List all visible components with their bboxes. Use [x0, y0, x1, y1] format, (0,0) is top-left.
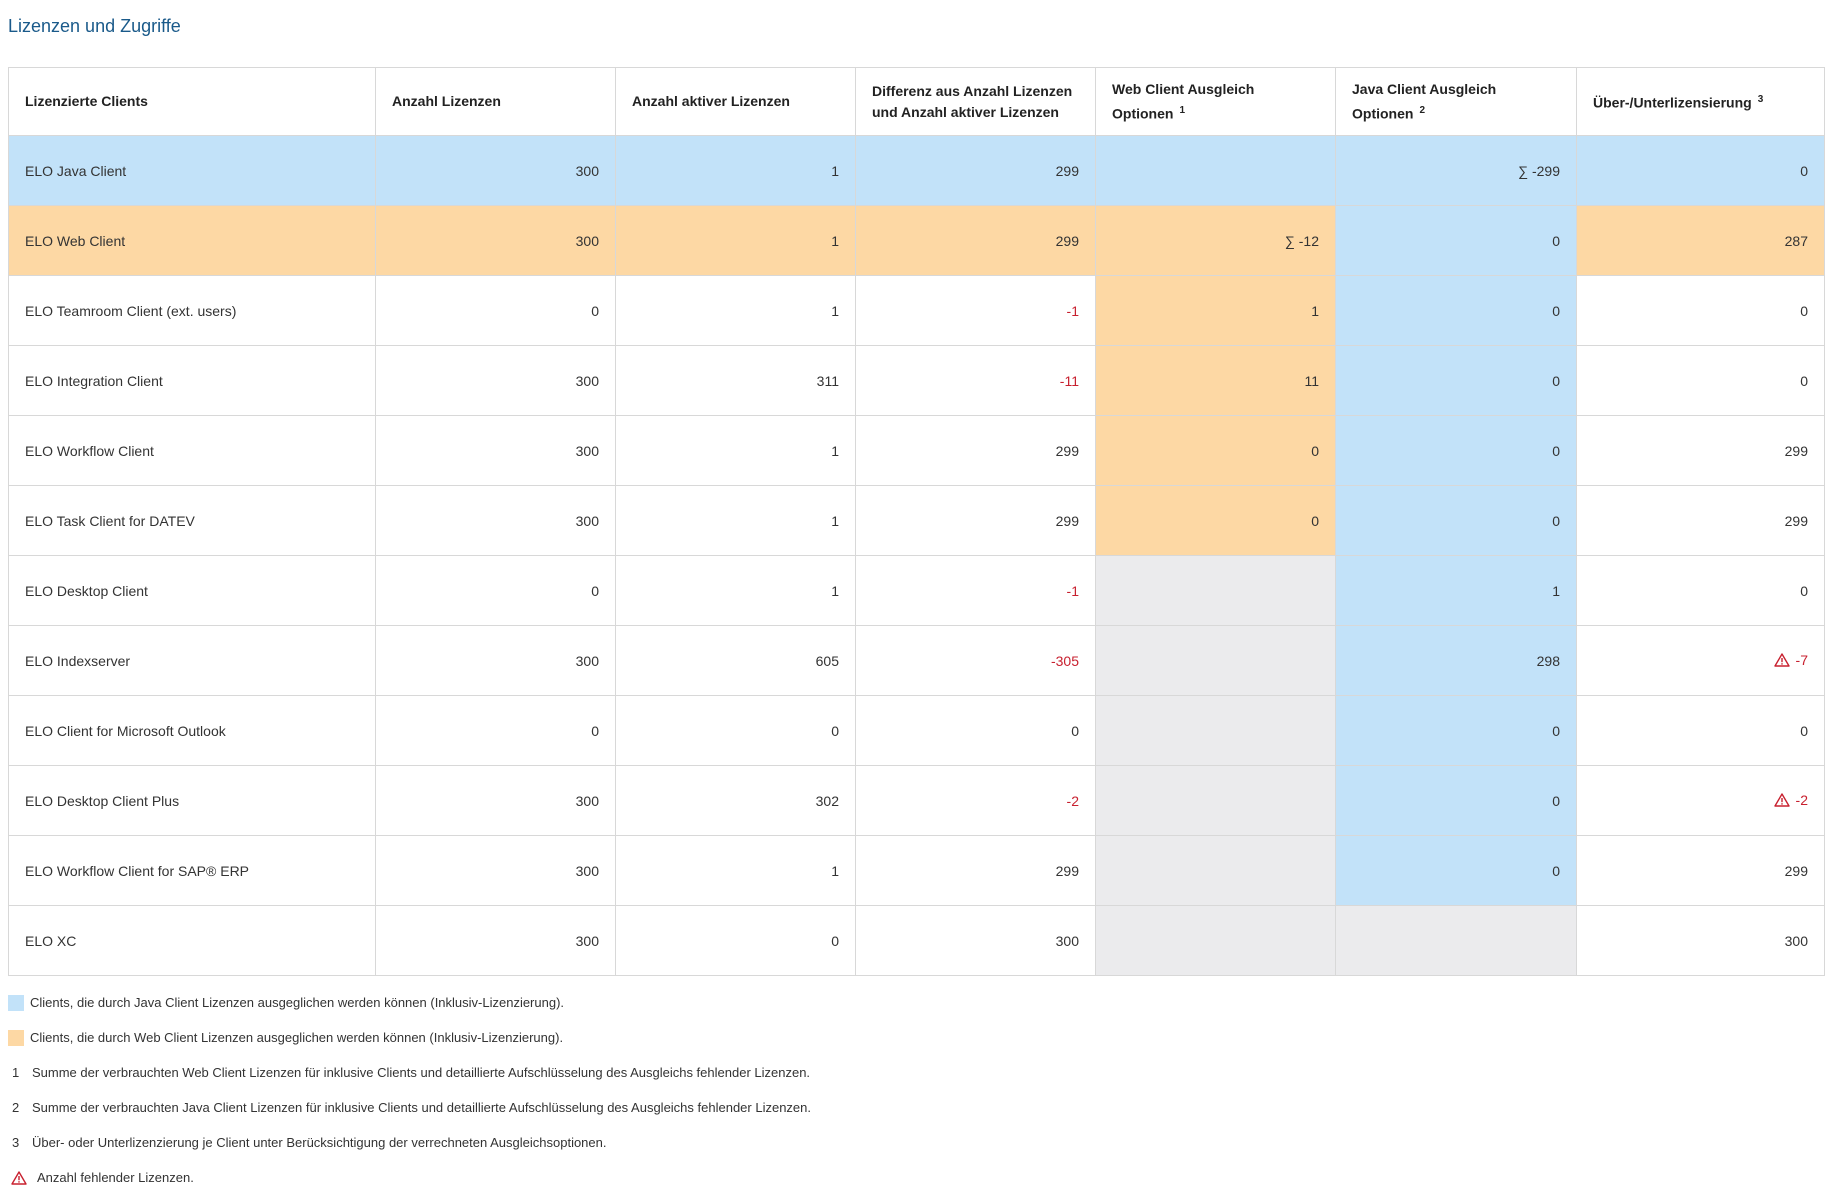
- cell-differenz: [856, 346, 1096, 416]
- cell-differenz: [856, 906, 1096, 976]
- value-text: 0: [1552, 372, 1560, 389]
- value-text: 299: [1784, 512, 1808, 529]
- legend-warning-text: Anzahl fehlender Lizenzen.: [37, 1170, 194, 1185]
- value-text: ELO Task Client for DATEV: [25, 512, 195, 529]
- header-label: Web Client Ausgleich Optionen: [1112, 80, 1255, 122]
- value-text: 605: [815, 652, 839, 669]
- value-text: 0: [1800, 582, 1808, 599]
- cell-anzahl-lizenzen: [376, 276, 616, 346]
- warning-value: [1774, 652, 1808, 668]
- value-text: 11: [1304, 372, 1319, 389]
- table-row: [9, 626, 1825, 696]
- cell-ueber-unter: [1577, 906, 1825, 976]
- value-text: 299: [1055, 232, 1079, 249]
- cell-ueber-unter: [1577, 556, 1825, 626]
- value-text: 300: [575, 232, 599, 249]
- value-text: ∑ -12: [1284, 232, 1319, 249]
- value-text: 0: [1071, 722, 1079, 739]
- cell-differenz: [856, 276, 1096, 346]
- cell-aktive-lizenzen: [616, 696, 856, 766]
- value-text: 0: [1311, 442, 1319, 459]
- value-text: 1: [831, 442, 839, 459]
- legend-web-text: Clients, die durch Web Client Lizenzen ausgeglichen werden können (Inklusiv-Lizenzierung).: [30, 1030, 564, 1045]
- value-text: 300: [575, 652, 599, 669]
- value-text: 1: [1311, 302, 1319, 319]
- value-text: 300: [575, 932, 599, 949]
- cell-aktive-lizenzen: [616, 416, 856, 486]
- warning-icon: [1774, 653, 1790, 667]
- value-text: 300: [575, 162, 599, 179]
- cell-differenz: [856, 696, 1096, 766]
- value-text: -305: [1050, 652, 1079, 669]
- value-text: 300: [1055, 932, 1079, 949]
- cell-ueber-unter: [1577, 486, 1825, 556]
- cell-java-ausgleich: [1336, 906, 1577, 976]
- value-text: -1: [1066, 302, 1079, 319]
- cell-anzahl-lizenzen: [376, 346, 616, 416]
- cell-ueber-unter: [1577, 766, 1825, 836]
- value-text: 0: [831, 932, 839, 949]
- cell-differenz: [856, 416, 1096, 486]
- value-text: 0: [1552, 512, 1560, 529]
- footnote-marker: 2: [1419, 104, 1425, 116]
- value-text: 0: [831, 722, 839, 739]
- cell-ueber-unter: [1577, 346, 1825, 416]
- cell-aktive-lizenzen: [616, 206, 856, 276]
- note-number: 2: [12, 1100, 20, 1115]
- value-text: 0: [1800, 722, 1808, 739]
- table-row: [9, 346, 1825, 416]
- value-text: 0: [1552, 442, 1560, 459]
- cell-java-ausgleich: [1336, 136, 1577, 206]
- cell-ueber-unter: [1577, 206, 1825, 276]
- value-text: 1: [1552, 582, 1560, 599]
- footnote-marker: 1: [1179, 104, 1185, 116]
- cell-web-ausgleich: [1096, 766, 1336, 836]
- header-label: Differenz aus Anzahl Lizenzen und Anzahl aktiver Lizenzen: [872, 82, 1073, 120]
- table-row: [9, 486, 1825, 556]
- note-number: 3: [12, 1135, 20, 1150]
- cell-aktive-lizenzen: [616, 346, 856, 416]
- value-text: 1: [831, 162, 839, 179]
- cell-web-ausgleich: [1096, 346, 1336, 416]
- table-row: [9, 556, 1825, 626]
- note-text: Summe der verbrauchten Web Client Lizenzen für inklusive Clients und detaillierte Aufschlüsselung des Ausgleichs fehlender Lizenzen.: [32, 1065, 811, 1080]
- legend-note-1: [8, 1055, 811, 1090]
- value-text: 300: [575, 372, 599, 389]
- header-web-client-ausgleich: [1096, 68, 1336, 136]
- cell-web-ausgleich: [1096, 486, 1336, 556]
- cell-java-ausgleich: [1336, 696, 1577, 766]
- value-text: 300: [575, 862, 599, 879]
- value-text: 300: [575, 512, 599, 529]
- cell-web-ausgleich: [1096, 136, 1336, 206]
- value-text: 0: [591, 302, 599, 319]
- table-body: [9, 136, 1825, 976]
- cell-java-ausgleich: [1336, 836, 1577, 906]
- cell-java-ausgleich: [1336, 626, 1577, 696]
- table-row: [9, 206, 1825, 276]
- warning-value: [1774, 792, 1808, 808]
- value-text: 0: [591, 722, 599, 739]
- cell-differenz: [856, 836, 1096, 906]
- cell-differenz: [856, 626, 1096, 696]
- cell-java-ausgleich: [1336, 486, 1577, 556]
- cell-ueber-unter: [1577, 626, 1825, 696]
- cell-client-name: [9, 416, 376, 486]
- cell-aktive-lizenzen: [616, 766, 856, 836]
- cell-web-ausgleich: [1096, 206, 1336, 276]
- cell-client-name: [9, 486, 376, 556]
- cell-anzahl-lizenzen: [376, 626, 616, 696]
- legend-java-text: Clients, die durch Java Client Lizenzen ausgeglichen werden können (Inklusiv-Lizenzierung).: [30, 995, 565, 1010]
- cell-anzahl-lizenzen: [376, 206, 616, 276]
- cell-java-ausgleich: [1336, 556, 1577, 626]
- value-text: ELO Desktop Client Plus: [25, 792, 180, 809]
- cell-java-ausgleich: [1336, 766, 1577, 836]
- cell-client-name: [9, 136, 376, 206]
- table-row: [9, 276, 1825, 346]
- cell-web-ausgleich: [1096, 626, 1336, 696]
- value-text: ELO Desktop Client: [25, 582, 148, 599]
- cell-web-ausgleich: [1096, 556, 1336, 626]
- value-text: 1: [831, 512, 839, 529]
- header-differenz: [856, 68, 1096, 136]
- header-anzahl-aktiver-lizenzen: [616, 68, 856, 136]
- cell-aktive-lizenzen: [616, 626, 856, 696]
- cell-client-name: [9, 276, 376, 346]
- cell-java-ausgleich: [1336, 346, 1577, 416]
- cell-java-ausgleich: [1336, 416, 1577, 486]
- java-swatch: [8, 995, 24, 1011]
- value-text: -2: [1795, 791, 1808, 808]
- value-text: 1: [831, 582, 839, 599]
- value-text: ELO Workflow Client for SAP® ERP: [25, 862, 250, 879]
- table-header-row: [9, 68, 1825, 136]
- header-label: Anzahl Lizenzen: [392, 93, 501, 109]
- note-text: Summe der verbrauchten Java Client Lizenzen für inklusive Clients und detaillierte Aufschlüsselung des Ausgleichs fehlender Lizenzen.: [32, 1100, 811, 1115]
- cell-client-name: [9, 346, 376, 416]
- legend: [8, 985, 811, 1195]
- value-text: 300: [575, 792, 599, 809]
- cell-anzahl-lizenzen: [376, 416, 616, 486]
- cell-aktive-lizenzen: [616, 906, 856, 976]
- header-anzahl-lizenzen: [376, 68, 616, 136]
- value-text: ∑ -299: [1518, 162, 1560, 179]
- value-text: 0: [591, 582, 599, 599]
- header-ueber-unterlizensierung: [1577, 68, 1825, 136]
- cell-aktive-lizenzen: [616, 556, 856, 626]
- value-text: 0: [1552, 792, 1560, 809]
- value-text: 300: [575, 442, 599, 459]
- value-text: -2: [1066, 792, 1079, 809]
- value-text: 302: [815, 792, 839, 809]
- note-text: Über- oder Unterlizenzierung je Client unter Berücksichtigung der verrechneten Ausgleichsoptionen.: [32, 1135, 607, 1150]
- cell-ueber-unter: [1577, 136, 1825, 206]
- table-row: [9, 136, 1825, 206]
- value-text: 0: [1552, 232, 1560, 249]
- value-text: 299: [1055, 862, 1079, 879]
- value-text: 0: [1552, 722, 1560, 739]
- value-text: 299: [1784, 442, 1808, 459]
- cell-ueber-unter: [1577, 696, 1825, 766]
- value-text: -7: [1795, 651, 1808, 668]
- cell-web-ausgleich: [1096, 276, 1336, 346]
- value-text: ELO Indexserver: [25, 652, 131, 669]
- value-text: ELO Teamroom Client (ext. users): [25, 302, 237, 319]
- value-text: 299: [1055, 442, 1079, 459]
- cell-aktive-lizenzen: [616, 276, 856, 346]
- legend-java: [8, 985, 811, 1020]
- table-row: [9, 696, 1825, 766]
- cell-java-ausgleich: [1336, 276, 1577, 346]
- value-text: 0: [1800, 162, 1808, 179]
- cell-aktive-lizenzen: [616, 836, 856, 906]
- cell-web-ausgleich: [1096, 906, 1336, 976]
- value-text: 0: [1800, 372, 1808, 389]
- value-text: 300: [1784, 932, 1808, 949]
- header-lizenzierte-clients: [9, 68, 376, 136]
- warning-icon: [11, 1171, 27, 1185]
- legend-note-2: [8, 1090, 811, 1125]
- value-text: -1: [1066, 582, 1079, 599]
- cell-ueber-unter: [1577, 276, 1825, 346]
- value-text: ELO XC: [25, 932, 77, 949]
- value-text: 0: [1552, 862, 1560, 879]
- value-text: ELO Workflow Client: [25, 442, 154, 459]
- cell-anzahl-lizenzen: [376, 766, 616, 836]
- value-text: 0: [1800, 302, 1808, 319]
- cell-differenz: [856, 486, 1096, 556]
- value-text: 1: [831, 862, 839, 879]
- cell-client-name: [9, 696, 376, 766]
- value-text: 1: [831, 302, 839, 319]
- cell-differenz: [856, 136, 1096, 206]
- value-text: ELO Integration Client: [25, 372, 163, 389]
- legend-web: [8, 1020, 811, 1055]
- cell-web-ausgleich: [1096, 416, 1336, 486]
- cell-ueber-unter: [1577, 416, 1825, 486]
- cell-client-name: [9, 906, 376, 976]
- cell-differenz: [856, 206, 1096, 276]
- note-number: 1: [12, 1065, 20, 1080]
- value-text: 1: [831, 232, 839, 249]
- cell-ueber-unter: [1577, 836, 1825, 906]
- table-row: [9, 836, 1825, 906]
- value-text: 311: [816, 372, 839, 389]
- cell-anzahl-lizenzen: [376, 486, 616, 556]
- value-text: 0: [1552, 302, 1560, 319]
- header-label: Lizenzierte Clients: [25, 93, 148, 109]
- value-text: 287: [1784, 232, 1808, 249]
- cell-aktive-lizenzen: [616, 136, 856, 206]
- header-label: Über-/Unterlizensierung: [1593, 94, 1752, 111]
- cell-anzahl-lizenzen: [376, 906, 616, 976]
- cell-client-name: [9, 766, 376, 836]
- value-text: 299: [1055, 162, 1079, 179]
- cell-anzahl-lizenzen: [376, 136, 616, 206]
- value-text: -11: [1059, 372, 1079, 389]
- cell-aktive-lizenzen: [616, 486, 856, 556]
- cell-java-ausgleich: [1336, 206, 1577, 276]
- value-text: 299: [1784, 862, 1808, 879]
- header-java-client-ausgleich: [1336, 68, 1577, 136]
- cell-client-name: [9, 836, 376, 906]
- cell-web-ausgleich: [1096, 836, 1336, 906]
- legend-note-3: [8, 1125, 811, 1160]
- web-swatch: [8, 1030, 24, 1046]
- cell-anzahl-lizenzen: [376, 836, 616, 906]
- value-text: ELO Web Client: [25, 232, 126, 249]
- header-label: Anzahl aktiver Lizenzen: [632, 93, 790, 109]
- legend-warning: [8, 1160, 811, 1195]
- cell-anzahl-lizenzen: [376, 556, 616, 626]
- table-row: [9, 766, 1825, 836]
- cell-client-name: [9, 206, 376, 276]
- cell-client-name: [9, 626, 376, 696]
- value-text: 0: [1311, 512, 1319, 529]
- table-row: [9, 906, 1825, 976]
- cell-differenz: [856, 556, 1096, 626]
- cell-client-name: [9, 556, 376, 626]
- cell-web-ausgleich: [1096, 696, 1336, 766]
- header-label: Java Client Ausgleich Optionen: [1352, 80, 1497, 122]
- table-row: [9, 416, 1825, 486]
- value-text: 298: [1536, 652, 1560, 669]
- value-text: ELO Java Client: [25, 162, 127, 179]
- value-text: 299: [1055, 512, 1079, 529]
- license-table: [8, 67, 1825, 976]
- footnote-marker: 3: [1757, 94, 1764, 106]
- cell-anzahl-lizenzen: [376, 696, 616, 766]
- value-text: ELO Client for Microsoft Outlook: [25, 722, 226, 739]
- page-title: Lizenzen und Zugriffe: [8, 16, 181, 36]
- cell-differenz: [856, 766, 1096, 836]
- warning-icon: [1774, 793, 1790, 807]
